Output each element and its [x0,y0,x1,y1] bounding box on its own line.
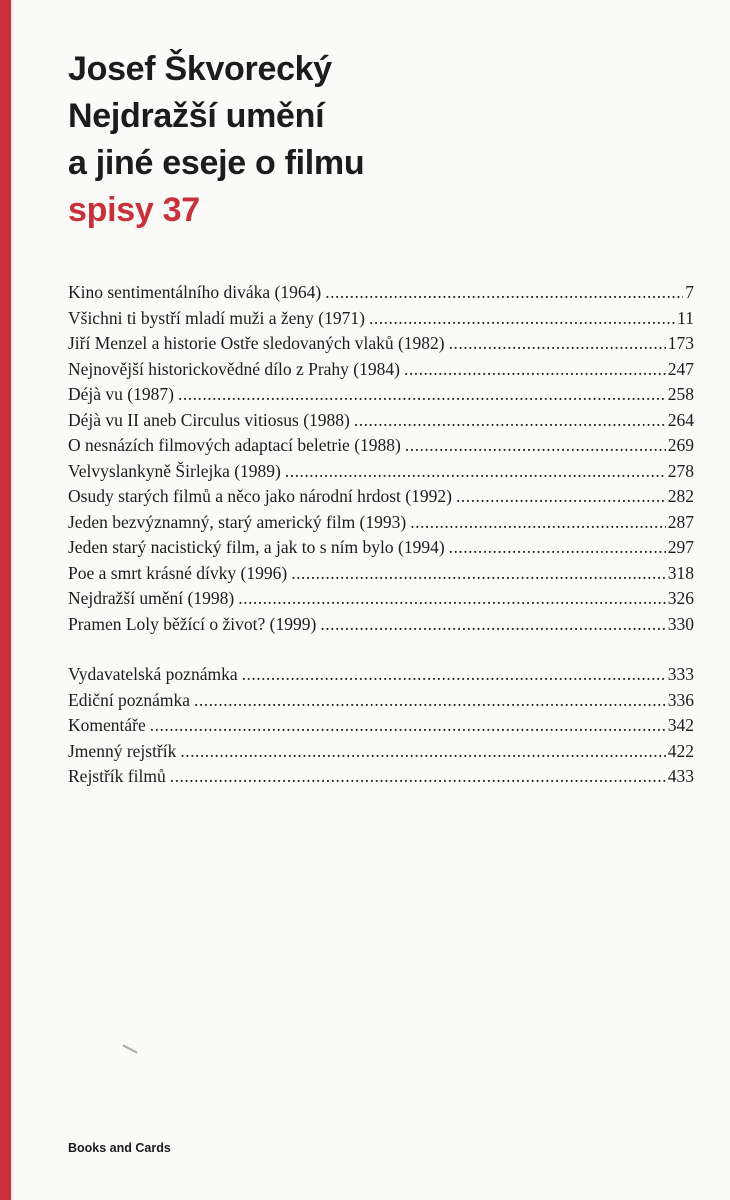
toc-entry-title: Jmenný rejstřík [68,740,177,761]
toc-entry-title: Poe a smrt krásné dívky (1996) [68,562,288,583]
toc-entry-page: 333 [667,664,694,684]
toc-entry [68,459,694,485]
toc-entry-title: Všichni ti bystří mladí muži a ženy (1971) [68,307,365,328]
toc-entry [68,510,694,536]
dot-leader [178,382,666,408]
toc-entry-page: 11 [677,307,694,328]
series-label: spisy 37 [68,191,200,229]
toc-entry-page: 264 [667,409,694,430]
dot-leader [320,612,665,638]
toc-entry [68,306,694,332]
toc-entry-page: 318 [667,562,694,583]
dot-leader [354,408,666,434]
dot-leader [405,433,666,459]
toc-entry [68,612,694,638]
toc-entry-title: Jeden bezvýznamný, starý americký film (1993) [68,511,407,532]
toc-entry-title: O nesnázích filmových adaptací beletrie (1988) [68,435,401,455]
toc-entry-title: Velvyslankyně Širlejka (1989) [68,460,281,481]
toc-entry [68,357,694,383]
dot-leader [180,739,665,765]
toc-entry-page: 287 [667,511,694,532]
toc-entry-title: Jeden starý nacistický film, a jak to s ním bylo (1994) [68,537,445,557]
toc-entry [68,535,694,561]
toc-entry-title: Ediční poznámka [68,689,190,710]
toc-entry [68,280,694,306]
dot-leader [238,586,666,612]
dot-leader [369,306,675,332]
toc-entry-title: Nejdražší umění (1998) [68,588,235,608]
toc-entry-page: 282 [667,486,694,506]
toc-entry [68,586,694,612]
dot-leader [325,280,683,306]
toc-entry-title: Jiří Menzel a historie Ostře sledovaných vlaků (1982) [68,333,445,353]
toc-entry [68,739,694,765]
dot-leader [170,764,666,790]
toc-entry-title: Déjà vu (1987) [68,384,174,404]
toc-entry [68,331,694,357]
toc-entry-page: 330 [667,613,694,634]
toc-entry-page: 278 [667,460,694,481]
scan-mark [122,1044,137,1053]
toc-entry-page: 297 [667,537,694,557]
toc-entry [68,764,694,790]
toc-entry-page: 7 [685,282,694,302]
toc-entry-title: Komentáře [68,715,146,735]
toc-entry-page: 326 [667,588,694,608]
toc-entry [68,484,694,510]
toc-entry [68,433,694,459]
dot-leader [150,713,666,739]
red-spine-stripe [0,0,11,1200]
toc-entry [68,713,694,739]
toc-entry-page: 422 [667,740,694,761]
toc-entry-page: 433 [667,766,694,786]
dot-leader [449,535,666,561]
dot-leader [291,561,666,587]
toc-entry-title: Pramen Loly běžící o život? (1999) [68,613,317,634]
appendix-list [68,662,694,790]
dot-leader [194,688,666,714]
toc-entry-title: Osudy starých filmů a něco jako národní hrdost (1992) [68,486,452,506]
toc-entry-title: Vydavatelská poznámka [68,664,238,684]
toc-entry-page: 247 [667,358,694,379]
toc-entry-title: Rejstřík filmů [68,766,166,786]
contents-list [68,280,694,637]
title-line-1: Nejdražší umění [68,97,325,135]
dot-leader [242,662,666,688]
toc-entry [68,561,694,587]
toc-entry-page: 173 [667,333,694,353]
dot-leader [404,357,666,383]
toc-entry-page: 258 [667,384,694,404]
publisher-name: Books and Cards [68,1141,171,1155]
author-name: Josef Škvorecký [68,50,332,88]
toc-entry [68,382,694,408]
table-of-contents [68,280,694,790]
toc-entry-page: 342 [667,715,694,735]
toc-entry-title: Kino sentimentálního diváka (1964) [68,282,322,302]
section-gap [68,637,694,662]
toc-entry-title: Déjà vu II aneb Circulus vitiosus (1988) [68,409,350,430]
book-title-block [68,46,364,234]
dot-leader [449,331,666,357]
toc-entry-page: 336 [667,689,694,710]
toc-entry [68,688,694,714]
dot-leader [285,459,666,485]
toc-entry [68,662,694,688]
toc-entry-page: 269 [667,435,694,455]
dot-leader [456,484,666,510]
toc-entry [68,408,694,434]
spine-shadow [11,0,15,1200]
title-line-2: a jiné eseje o filmu [68,144,365,182]
dot-leader [410,510,666,536]
toc-entry-title: Nejnovější historickovědné dílo z Prahy (1984) [68,358,400,379]
